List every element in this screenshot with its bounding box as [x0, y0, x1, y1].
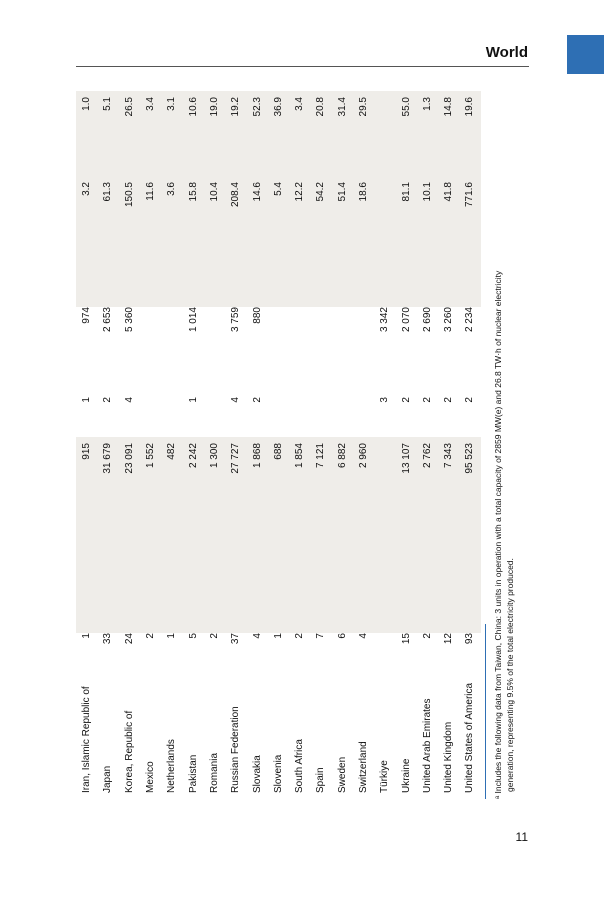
country-name-cell: United Kingdom — [443, 721, 455, 793]
value-cell: 19.0 — [204, 91, 225, 182]
footnote-divider — [485, 624, 486, 799]
value-cell: 1.0 — [76, 91, 97, 182]
country-name-cell: Netherlands — [166, 739, 178, 793]
section-accent-tab — [567, 35, 604, 74]
value-cell: 2 — [251, 397, 263, 403]
country-name-cell: Iran, Islamic Republic of — [81, 686, 93, 793]
value-cell: 771.6 — [459, 182, 480, 307]
value-cell: 482 — [161, 437, 182, 633]
country-nuclear-table — [76, 91, 481, 799]
table-row — [204, 91, 225, 799]
value-cell: 10.6 — [182, 91, 203, 182]
value-cell: 37 — [230, 633, 242, 645]
value-cell: 150.5 — [119, 182, 140, 307]
value-cell: 6 — [336, 633, 348, 639]
value-cell: 19.2 — [225, 91, 246, 182]
value-cell: 4 — [230, 397, 242, 403]
value-cell: 3.2 — [76, 182, 97, 307]
table-footnote — [492, 99, 516, 799]
value-cell — [204, 307, 225, 397]
table-row — [310, 91, 331, 799]
value-cell — [161, 307, 182, 397]
value-cell: 3.1 — [161, 91, 182, 182]
value-cell: 5.1 — [97, 91, 118, 182]
country-name-cell: Ukraine — [400, 758, 412, 793]
value-cell: 2 234 — [464, 307, 476, 333]
value-cell: 36.9 — [268, 91, 289, 182]
value-cell: 2 — [208, 633, 220, 639]
value-cell: 208.4 — [225, 182, 246, 307]
footnote-line-1: ᵃ Includes the following data from Taiwan, China: 3 units in operation with a total capacity of 2859 MW(e) and 26.8 TW·h of nuclear electricity — [492, 270, 503, 799]
country-name-cell: United States of America — [464, 682, 476, 793]
table-row — [246, 91, 267, 799]
value-cell: 3.4 — [289, 91, 310, 182]
value-cell: 3 — [379, 397, 391, 403]
value-cell: 2 — [464, 397, 476, 403]
value-cell — [310, 397, 331, 437]
value-cell: 4 — [358, 633, 369, 639]
value-cell: 915 — [76, 437, 97, 633]
value-cell — [332, 397, 353, 437]
value-cell: 61.3 — [97, 182, 118, 307]
country-name-cell: United Arab Emirates — [421, 698, 433, 793]
table-row — [76, 91, 97, 799]
table-row — [289, 91, 310, 799]
value-cell: 2 — [145, 633, 157, 639]
value-cell: 7 121 — [310, 437, 331, 633]
value-cell: 4 — [251, 633, 263, 639]
value-cell: 3 759 — [230, 307, 242, 333]
value-cell — [374, 182, 395, 307]
value-cell — [268, 307, 289, 397]
value-cell: 2 070 — [400, 307, 412, 333]
value-cell — [374, 91, 395, 182]
value-cell: 2 — [400, 397, 412, 403]
value-cell: 1 — [81, 397, 93, 403]
value-cell: 2 — [102, 397, 114, 403]
country-name-cell: Türkiye — [379, 760, 391, 793]
value-cell: 974 — [81, 307, 93, 324]
value-cell: 2 653 — [102, 307, 114, 333]
table-row — [161, 91, 182, 799]
section-title: World — [485, 44, 528, 61]
value-cell: 1 854 — [289, 437, 310, 633]
value-cell: 4 — [123, 397, 135, 403]
value-cell: 15 — [400, 633, 412, 645]
value-cell: 12.2 — [289, 182, 310, 307]
table-row — [268, 91, 289, 799]
country-name-cell: Switzerland — [358, 741, 369, 793]
value-cell — [161, 397, 182, 437]
value-cell: 1 — [81, 633, 93, 639]
table-row — [140, 91, 161, 799]
value-cell: 1 014 — [187, 307, 199, 333]
country-name-cell: Mexico — [145, 761, 157, 793]
value-cell — [289, 307, 310, 397]
value-cell: 6 882 — [332, 437, 353, 633]
country-name-cell: Slovakia — [251, 755, 263, 793]
value-cell — [289, 397, 310, 437]
value-cell: 1 — [187, 397, 199, 403]
value-cell: 24 — [123, 633, 135, 645]
value-cell: 15.8 — [182, 182, 203, 307]
value-cell: 7 — [315, 633, 327, 639]
value-cell: 18.6 — [353, 182, 374, 307]
header-divider — [76, 66, 529, 67]
value-cell: 2 242 — [182, 437, 203, 633]
value-cell: 3 342 — [379, 307, 391, 333]
value-cell: 880 — [251, 307, 263, 324]
value-cell — [374, 633, 395, 673]
value-cell: 5 — [187, 633, 199, 639]
table-row — [332, 91, 353, 799]
value-cell: 11.6 — [140, 182, 161, 307]
table-row — [374, 91, 395, 799]
value-cell: 55.0 — [395, 91, 416, 182]
rotated-table-container — [76, 79, 529, 799]
country-name-cell: South Africa — [294, 739, 306, 793]
value-cell: 33 — [102, 633, 114, 645]
country-name-cell: Korea, Republic of — [123, 710, 135, 793]
value-cell: 31 679 — [97, 437, 118, 633]
value-cell: 2 690 — [421, 307, 433, 333]
country-name-cell: Slovenia — [272, 754, 284, 793]
value-cell: 10.1 — [417, 182, 438, 307]
value-cell: 14.8 — [438, 91, 459, 182]
value-cell: 3 260 — [443, 307, 455, 333]
value-cell: 13 107 — [395, 437, 416, 633]
value-cell — [310, 307, 331, 397]
value-cell: 1 — [166, 633, 178, 639]
value-cell: 5.4 — [268, 182, 289, 307]
value-cell: 12 — [443, 633, 455, 645]
value-cell: 688 — [268, 437, 289, 633]
value-cell: 93 — [464, 633, 476, 645]
value-cell: 95 523 — [459, 437, 480, 633]
value-cell — [268, 397, 289, 437]
value-cell: 20.8 — [310, 91, 331, 182]
value-cell — [374, 437, 395, 633]
table-row — [182, 91, 203, 799]
value-cell: 52.3 — [246, 91, 267, 182]
value-cell: 41.8 — [438, 182, 459, 307]
table-row — [119, 91, 140, 799]
table-row — [225, 91, 246, 799]
table-row — [438, 91, 459, 799]
value-cell — [140, 307, 161, 397]
country-name-cell: Russian Federation — [230, 706, 242, 793]
value-cell: 3.4 — [140, 91, 161, 182]
table-row — [395, 91, 416, 799]
value-cell: 2 762 — [417, 437, 438, 633]
value-cell: 3.6 — [161, 182, 182, 307]
value-cell — [353, 307, 374, 397]
page-number: 11 — [515, 830, 528, 844]
value-cell: 2 — [443, 397, 455, 403]
value-cell: 2 — [294, 633, 306, 639]
value-cell: 54.2 — [310, 182, 331, 307]
value-cell: 81.1 — [395, 182, 416, 307]
value-cell: 31.4 — [332, 91, 353, 182]
value-cell: 1.3 — [417, 91, 438, 182]
country-name-cell: Sweden — [336, 756, 348, 793]
value-cell: 2 — [421, 397, 433, 403]
value-cell: 2 960 — [353, 437, 374, 633]
value-cell: 19.6 — [459, 91, 480, 182]
country-name-cell: Spain — [315, 767, 327, 793]
country-name-cell: Pakistan — [187, 754, 199, 793]
table-row — [417, 91, 438, 799]
value-cell — [332, 307, 353, 397]
table-row — [353, 91, 374, 799]
value-cell: 2 — [421, 633, 433, 639]
value-cell: 51.4 — [332, 182, 353, 307]
value-cell: 1 868 — [246, 437, 267, 633]
country-name-cell: Japan — [102, 765, 114, 793]
value-cell: 14.6 — [246, 182, 267, 307]
value-cell: 7 343 — [438, 437, 459, 633]
value-cell: 5 360 — [123, 307, 135, 333]
value-cell: 10.4 — [204, 182, 225, 307]
value-cell: 23 091 — [119, 437, 140, 633]
table-row — [459, 91, 480, 799]
value-cell: 1 — [272, 633, 284, 639]
value-cell: 29.5 — [353, 91, 374, 182]
country-name-cell: Romania — [208, 752, 220, 793]
value-cell — [353, 397, 374, 437]
value-cell — [140, 397, 161, 437]
table-row — [97, 91, 118, 799]
value-cell: 27 727 — [225, 437, 246, 633]
value-cell — [204, 397, 225, 437]
value-cell: 26.5 — [119, 91, 140, 182]
value-cell: 1 552 — [140, 437, 161, 633]
footnote-line-2: generation, representing 9.5% of the total electricity produced. — [504, 558, 515, 792]
value-cell: 1 300 — [204, 437, 225, 633]
